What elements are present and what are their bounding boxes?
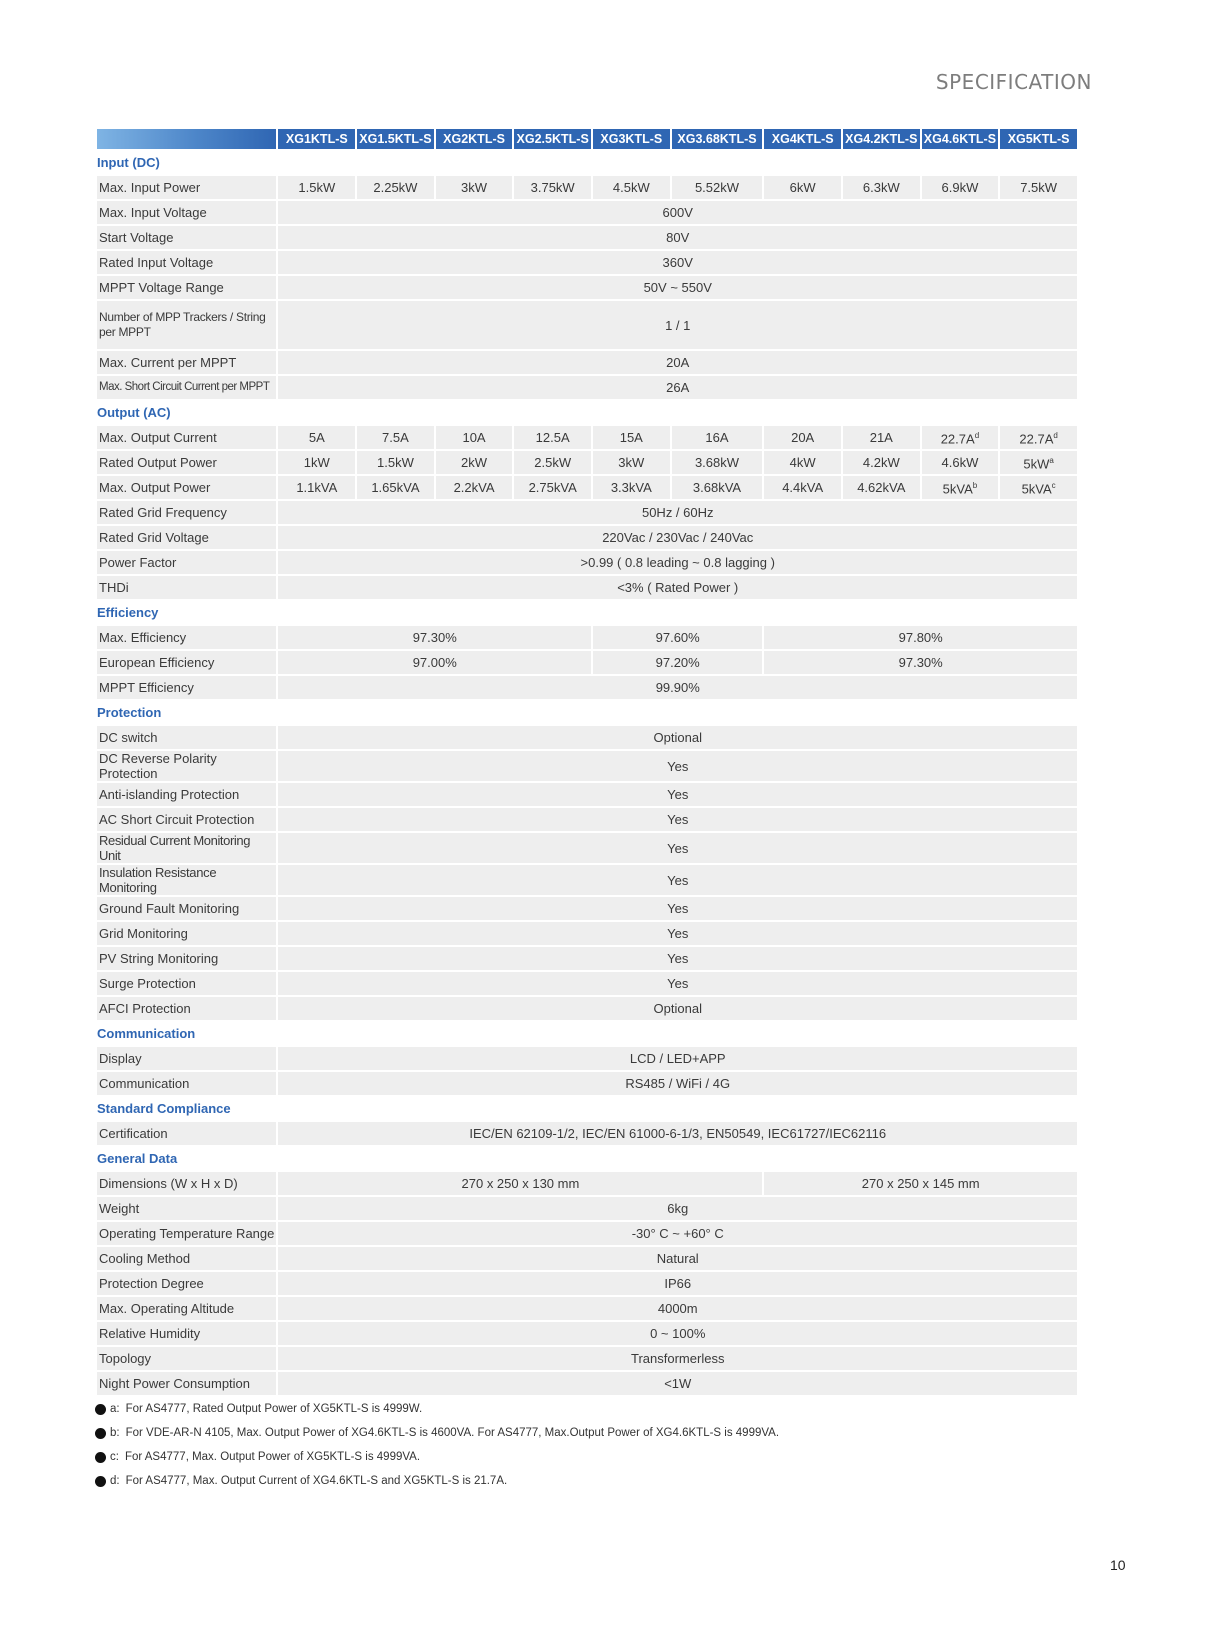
- table-row: [97, 351, 1077, 374]
- cell-value: 97.30%: [278, 626, 591, 649]
- cell-value: 80V: [278, 226, 1077, 249]
- bullet-icon: [95, 1428, 106, 1439]
- cell-value: 4.62kVA: [843, 476, 920, 499]
- row-label: Relative Humidity: [97, 1322, 276, 1345]
- row-label: Grid Monitoring: [97, 922, 276, 945]
- table-row: [97, 276, 1077, 299]
- table-row: [97, 226, 1077, 249]
- table-row: [97, 897, 1077, 920]
- table-row: [97, 1197, 1077, 1220]
- cell-value: 3.68kVA: [672, 476, 763, 499]
- cell-value: 3.75kW: [514, 176, 591, 199]
- cell-value: Yes: [278, 808, 1077, 831]
- section-title-protection: Protection: [97, 701, 1077, 724]
- row-label: Start Voltage: [97, 226, 276, 249]
- header-corner: [97, 129, 276, 149]
- table-row: [97, 651, 1077, 674]
- table-row: [97, 451, 1077, 474]
- row-label: Max. Current per MPPT: [97, 351, 276, 374]
- table-row: [97, 808, 1077, 831]
- table-row: [97, 997, 1077, 1020]
- row-label: Night Power Consumption: [97, 1372, 276, 1395]
- cell-value: 15A: [593, 426, 670, 449]
- cell-value: 10A: [436, 426, 513, 449]
- cell-value: Yes: [278, 783, 1077, 806]
- footnote-key: a:: [110, 1403, 120, 1415]
- cell-value: 97.80%: [764, 626, 1077, 649]
- table-row: [97, 626, 1077, 649]
- cell-value: 2kW: [436, 451, 513, 474]
- row-label: PV String Monitoring: [97, 947, 276, 970]
- footnote-marker: d: [1053, 431, 1058, 441]
- row-label: DC Reverse Polarity Protection: [97, 751, 276, 781]
- cell-value: 97.20%: [593, 651, 762, 674]
- cell-value: 1.65kVA: [357, 476, 434, 499]
- cell-value: $22.7A^d$: [922, 426, 999, 449]
- row-label: Topology: [97, 1347, 276, 1370]
- bullet-icon: [95, 1476, 106, 1487]
- cell-value: 3.3kVA: [593, 476, 670, 499]
- footnote-item: [95, 1397, 779, 1421]
- footnote-marker: a: [1049, 456, 1054, 466]
- section-title-general: General Data: [97, 1147, 1077, 1170]
- cell-value: 50V ~ 550V: [278, 276, 1077, 299]
- spec-table: [95, 127, 1079, 1397]
- cell-value: 2.2kVA: [436, 476, 513, 499]
- row-label: Max. Operating Altitude: [97, 1297, 276, 1320]
- section-title-output: Output (AC): [97, 401, 1077, 424]
- model-header: XG1KTL-S: [278, 129, 355, 149]
- cell-value: 270 x 250 x 130 mm: [278, 1172, 762, 1195]
- row-label: Power Factor: [97, 551, 276, 574]
- table-row: [97, 783, 1077, 806]
- cell-value: >0.99 ( 0.8 leading ~ 0.8 lagging ): [278, 551, 1077, 574]
- cell-value: 97.60%: [593, 626, 762, 649]
- model-header: XG4KTL-S: [764, 129, 841, 149]
- table-row: [97, 1322, 1077, 1345]
- row-label: Protection Degree: [97, 1272, 276, 1295]
- footnote-marker: b: [972, 481, 978, 491]
- cell-value: 6kW: [764, 176, 841, 199]
- footnote-marker: d: [974, 431, 980, 441]
- row-label: AFCI Protection: [97, 997, 276, 1020]
- row-label: DC switch: [97, 726, 276, 749]
- row-label: Max. Input Power: [97, 176, 276, 199]
- table-row: [97, 501, 1077, 524]
- cell-value: 4000m: [278, 1297, 1077, 1320]
- cell-value: Optional: [278, 997, 1077, 1020]
- cell-value: 6.3kW: [843, 176, 920, 199]
- model-header: XG5KTL-S: [1000, 129, 1077, 149]
- table-row: [97, 376, 1077, 399]
- cell-value: 7.5A: [357, 426, 434, 449]
- cell-value: 4.4kVA: [764, 476, 841, 499]
- model-header-row: [97, 129, 1077, 149]
- model-header: XG2KTL-S: [436, 129, 513, 149]
- row-label: Rated Output Power: [97, 451, 276, 474]
- table-row: [97, 1172, 1077, 1195]
- table-row: [97, 201, 1077, 224]
- cell-value: -30° C ~ +60° C: [278, 1222, 1077, 1245]
- table-row: [97, 751, 1077, 781]
- row-label: AC Short Circuit Protection: [97, 808, 276, 831]
- row-label: Communication: [97, 1072, 276, 1095]
- table-row: [97, 1297, 1077, 1320]
- cell-value: Yes: [278, 972, 1077, 995]
- footnote-marker: c: [1051, 481, 1056, 491]
- cell-value: 3kW: [436, 176, 513, 199]
- table-row: [97, 476, 1077, 499]
- cell-value: 2.5kW: [514, 451, 591, 474]
- row-label: European Efficiency: [97, 651, 276, 674]
- cell-value: 4.5kW: [593, 176, 670, 199]
- section-title-compliance: Standard Compliance: [97, 1097, 1077, 1120]
- cell-value: 1.5kW: [357, 451, 434, 474]
- cell-value: 4.2kW: [843, 451, 920, 474]
- footnotes: [95, 1397, 779, 1493]
- footnote-text: For AS4777, Max. Output Power of XG5KTL-S is 4999VA.: [124, 1451, 421, 1463]
- footnote-item: [95, 1445, 779, 1469]
- bullet-icon: [95, 1452, 106, 1463]
- row-label: Max. Efficiency: [97, 626, 276, 649]
- row-label: Surge Protection: [97, 972, 276, 995]
- cell-value: 6kg: [278, 1197, 1077, 1220]
- footnote-key: b:: [110, 1427, 120, 1439]
- footnote-key: c:: [110, 1451, 119, 1463]
- cell-value: 270 x 250 x 145 mm: [764, 1172, 1077, 1195]
- table-row: [97, 526, 1077, 549]
- table-row: [97, 972, 1077, 995]
- cell-value: 2.25kW: [357, 176, 434, 199]
- table-row: [97, 251, 1077, 274]
- cell-value: Yes: [278, 947, 1077, 970]
- cell-value: 1kW: [278, 451, 355, 474]
- table-row: [97, 1247, 1077, 1270]
- cell-value: Yes: [278, 922, 1077, 945]
- section-title-communication: Communication: [97, 1022, 1077, 1045]
- row-label: Operating Temperature Range: [97, 1222, 276, 1245]
- footnote-key: d:: [110, 1475, 120, 1487]
- cell-value: 5kVA$^c$: [1000, 476, 1077, 499]
- cell-value: 97.00%: [278, 651, 591, 674]
- row-label: Ground Fault Monitoring: [97, 897, 276, 920]
- row-label: Anti-islanding Protection: [97, 783, 276, 806]
- section-title-efficiency: Efficiency: [97, 601, 1077, 624]
- model-header: XG2.5KTL-S: [514, 129, 591, 149]
- row-label: Max. Output Power: [97, 476, 276, 499]
- cell-value: <3% ( Rated Power ): [278, 576, 1077, 599]
- table-row: [97, 922, 1077, 945]
- footnote-text: For VDE-AR-N 4105, Max. Output Power of XG4.6KTL-S is 4600VA. For AS4777, Max.Output Power of XG4.6KTL-S is 4999VA.: [125, 1427, 780, 1439]
- model-header: XG1.5KTL-S: [357, 129, 434, 149]
- table-row: [97, 676, 1077, 699]
- cell-value: $22.7A^d$: [1000, 426, 1077, 449]
- cell-value: LCD / LED+APP: [278, 1047, 1077, 1070]
- model-header: XG4.6KTL-S: [922, 129, 999, 149]
- row-label: Weight: [97, 1197, 276, 1220]
- cell-value: 0 ~ 100%: [278, 1322, 1077, 1345]
- table-row: [97, 865, 1077, 895]
- cell-value: 26A: [278, 376, 1077, 399]
- row-label: Certification: [97, 1122, 276, 1145]
- row-label: Max. Input Voltage: [97, 201, 276, 224]
- page-title: SPECIFICATION: [935, 70, 1092, 94]
- footnote-item: [95, 1469, 779, 1493]
- table-row: [97, 551, 1077, 574]
- cell-value: 12.5A: [514, 426, 591, 449]
- model-header: XG4.2KTL-S: [843, 129, 920, 149]
- bullet-icon: [95, 1404, 106, 1415]
- table-row: [97, 1347, 1077, 1370]
- cell-value: 20A: [278, 351, 1077, 374]
- row-label: MPPT Efficiency: [97, 676, 276, 699]
- cell-value: 99.90%: [278, 676, 1077, 699]
- row-label: Dimensions (W x H x D): [97, 1172, 276, 1195]
- table-row: [97, 1072, 1077, 1095]
- cell-value: 5.52kW: [672, 176, 763, 199]
- cell-value: IEC/EN 62109-1/2, IEC/EN 61000-6-1/3, EN50549, IEC61727/IEC62116: [278, 1122, 1077, 1145]
- table-row: [97, 176, 1077, 199]
- row-label: Rated Grid Frequency: [97, 501, 276, 524]
- cell-value: $5kW^a$: [1000, 451, 1077, 474]
- cell-value: 1.5kW: [278, 176, 355, 199]
- cell-value: <1W: [278, 1372, 1077, 1395]
- cell-value: 6.9kW: [922, 176, 999, 199]
- row-label: Rated Grid Voltage: [97, 526, 276, 549]
- cell-value: IP66: [278, 1272, 1077, 1295]
- cell-value: Yes: [278, 833, 1077, 863]
- cell-value: 1.1kVA: [278, 476, 355, 499]
- cell-value: Yes: [278, 897, 1077, 920]
- table-row: [97, 726, 1077, 749]
- table-row: [97, 1272, 1077, 1295]
- cell-value: 1 / 1: [278, 301, 1077, 349]
- cell-value: 7.5kW: [1000, 176, 1077, 199]
- cell-value: 220Vac / 230Vac / 240Vac: [278, 526, 1077, 549]
- cell-value: 3.68kW: [672, 451, 763, 474]
- cell-value: 4kW: [764, 451, 841, 474]
- footnote-text: For AS4777, Max. Output Current of XG4.6KTL-S and XG5KTL-S is 21.7A.: [125, 1475, 508, 1487]
- footnote-text: For AS4777, Rated Output Power of XG5KTL-S is 4999W.: [125, 1403, 423, 1415]
- cell-value: 360V: [278, 251, 1077, 274]
- model-header: XG3.68KTL-S: [672, 129, 763, 149]
- cell-value: 97.30%: [764, 651, 1077, 674]
- cell-value: 21A: [843, 426, 920, 449]
- row-label: Display: [97, 1047, 276, 1070]
- footnote-item: [95, 1421, 779, 1445]
- page-number: 10: [1110, 1557, 1126, 1573]
- row-label: THDi: [97, 576, 276, 599]
- model-header: XG3KTL-S: [593, 129, 670, 149]
- cell-value: 16A: [672, 426, 763, 449]
- table-row: [97, 1122, 1077, 1145]
- table-row: [97, 576, 1077, 599]
- cell-value: RS485 / WiFi / 4G: [278, 1072, 1077, 1095]
- row-label: Insulation Resistance Monitoring: [97, 865, 276, 895]
- table-row: [97, 833, 1077, 863]
- row-label: Residual Current Monitoring Unit: [97, 833, 276, 863]
- cell-value: 4.6kW: [922, 451, 999, 474]
- cell-value: 50Hz / 60Hz: [278, 501, 1077, 524]
- cell-value: 2.75kVA: [514, 476, 591, 499]
- cell-value: 600V: [278, 201, 1077, 224]
- row-label: Rated Input Voltage: [97, 251, 276, 274]
- row-label: Number of MPP Trackers / String per MPPT: [97, 301, 276, 349]
- table-row: [97, 1372, 1077, 1395]
- cell-value: Yes: [278, 865, 1077, 895]
- section-title-input: Input (DC): [97, 151, 1077, 174]
- cell-value: 5kVA$^b$: [922, 476, 999, 499]
- row-label: Max. Short Circuit Current per MPPT: [97, 376, 276, 399]
- table-row: [97, 426, 1077, 449]
- cell-value: 5A: [278, 426, 355, 449]
- table-row: [97, 1047, 1077, 1070]
- cell-value: Natural: [278, 1247, 1077, 1270]
- cell-value: 20A: [764, 426, 841, 449]
- cell-value: Transformerless: [278, 1347, 1077, 1370]
- row-label: Cooling Method: [97, 1247, 276, 1270]
- row-label: MPPT Voltage Range: [97, 276, 276, 299]
- table-row: [97, 947, 1077, 970]
- table-row: [97, 1222, 1077, 1245]
- cell-value: Optional: [278, 726, 1077, 749]
- table-row: [97, 301, 1077, 349]
- row-label: Max. Output Current: [97, 426, 276, 449]
- cell-value: Yes: [278, 751, 1077, 781]
- cell-value: 3kW: [593, 451, 670, 474]
